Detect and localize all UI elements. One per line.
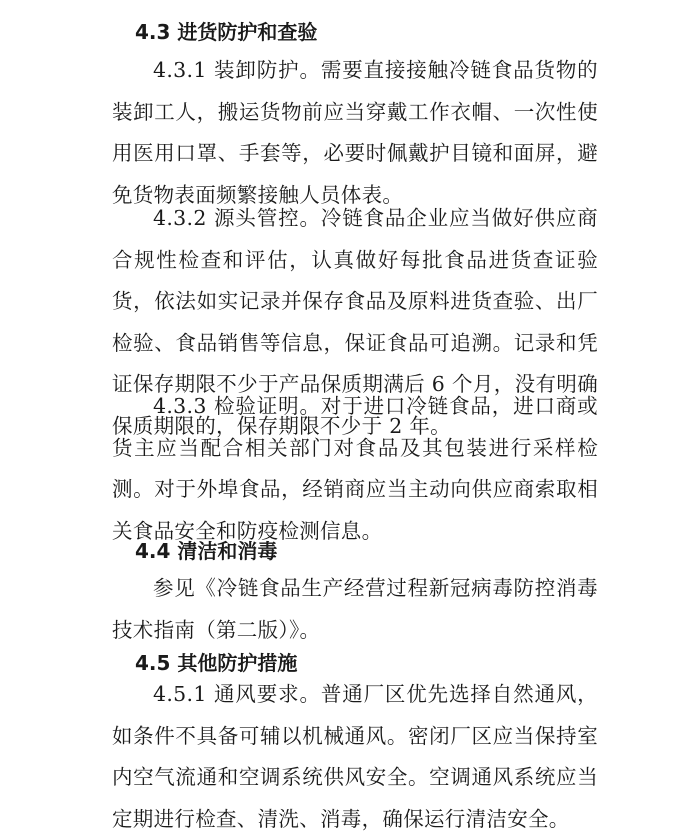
section-heading-4-3: 4.3 进货防护和查验 [135, 20, 318, 44]
paragraph-4-4: 参见《冷链食品生产经营过程新冠病毒防控消毒技术指南（第二版）》。 [112, 576, 598, 642]
paragraph-4-3-1: 4.3.1 装卸防护。需要直接接触冷链食品货物的装卸工人，搬运货物前应当穿戴工作衣帽、一次性使用医用口罩、手套等，必要时佩戴护目镜和面屏，避免货物表面频繁接触人员体表。 [112, 58, 598, 207]
section-heading-4-4: 4.4 清洁和消毒 [135, 539, 278, 563]
paragraph-4-3-3: 4.3.3 检验证明。对于进口冷链食品，进口商或货主应当配合相关部门对食品及其包装进行采样检测。对于外埠食品，经销商应当主动向供应商索取相关食品安全和防疫检测信息。 [112, 394, 598, 543]
paragraph-4-5-1: 4.5.1 通风要求。普通厂区优先选择自然通风，如条件不具备可辅以机械通风。密闭厂区应当保持室内空气流通和空调系统供风安全。空调通风系统应当定期进行检查、清洗、消毒，确保运行清洁安全。 [112, 682, 598, 831]
paragraph-4-3-2: 4.3.2 源头管控。冷链食品企业应当做好供应商合规性检查和评估，认真做好每批食品进货查证验货，依法如实记录并保存食品及原料进货查验、出厂检验、食品销售等信息，保证食品可追溯。记录和凭证保存期限不少于产品保质期满后 6 个月，没有明确保质期限的，保存期限不少于 2 年。 [112, 206, 598, 438]
section-heading-4-5: 4.5 其他防护措施 [135, 651, 298, 675]
